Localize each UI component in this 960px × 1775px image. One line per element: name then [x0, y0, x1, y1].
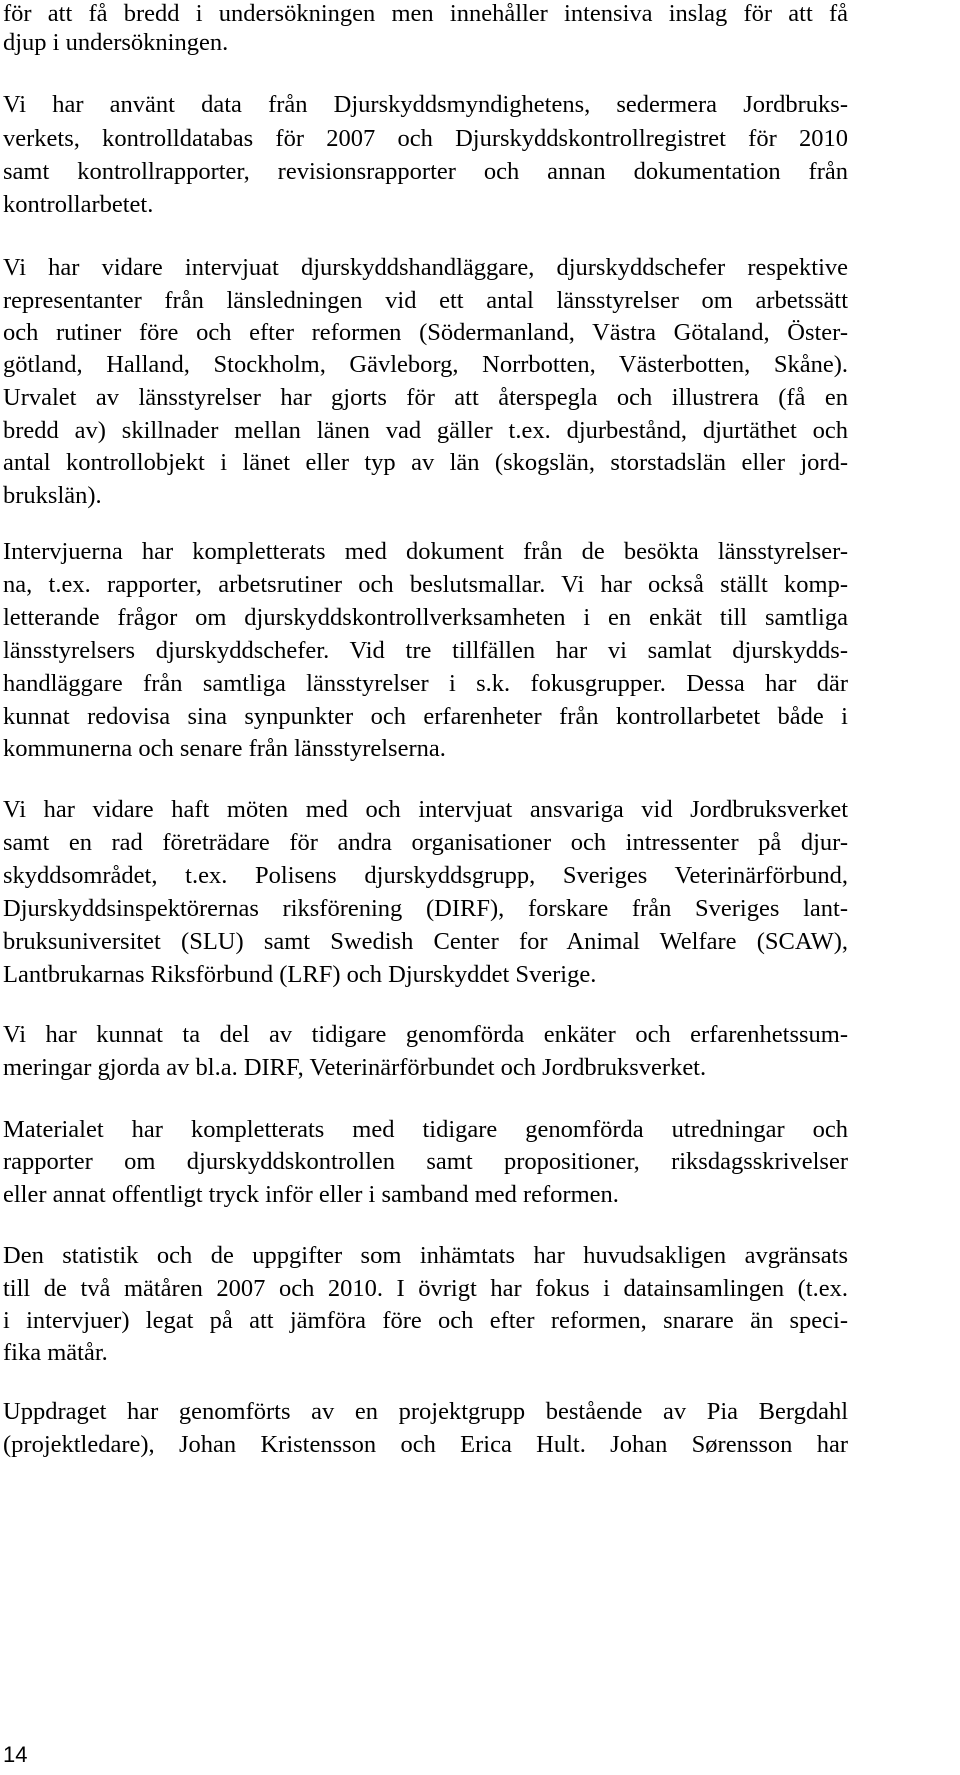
- text-line: antal kontrollobjekt i länet eller typ av län (skogslän, storstadslän eller jord-: [3, 449, 848, 476]
- text-line: samt en rad företrädare för andra organisationer och intressenter på djur-: [3, 829, 848, 856]
- text-line: Djurskyddsinspektörernas riksförening (DIRF), forskare från Sveriges lant-: [3, 895, 848, 922]
- text-line: Den statistik och de uppgifter som inhämtats har huvudsakligen avgränsats: [3, 1242, 848, 1269]
- text-line: Vi har vidare haft möten med och intervjuat ansvariga vid Jordbruksverket: [3, 796, 848, 823]
- text-line: rapporter om djurskyddskontrollen samt propositioner, riksdagsskrivelser: [3, 1148, 848, 1175]
- text-line: Uppdraget har genomförts av en projektgrupp bestående av Pia Bergdahl: [3, 1398, 848, 1425]
- page-number: 14: [3, 1742, 28, 1767]
- text-line: kontrollarbetet.: [3, 191, 154, 218]
- text-line: fika mätår.: [3, 1339, 108, 1366]
- text-line: Intervjuerna har kompletterats med dokument från de besökta länsstyrelser-: [3, 538, 848, 565]
- text-line: na, t.ex. rapporter, arbetsrutiner och beslutsmallar. Vi har också ställt komp-: [3, 571, 848, 598]
- text-line: till de två mätåren 2007 och 2010. I övrigt har fokus i datainsamlingen (t.ex.: [3, 1275, 848, 1302]
- text-line: götland, Halland, Stockholm, Gävleborg, Norrbotten, Västerbotten, Skåne).: [3, 351, 848, 378]
- text-line: Vi har kunnat ta del av tidigare genomförda enkäter och erfarenhetssum-: [3, 1021, 848, 1048]
- text-line: i intervjuer) legat på att jämföra före och efter reformen, snarare än speci-: [3, 1307, 848, 1334]
- text-line: Vi har vidare intervjuat djurskyddshandläggare, djurskyddschefer respektive: [3, 254, 848, 281]
- text-line: bruksuniversitet (SLU) samt Swedish Center for Animal Welfare (SCAW),: [3, 928, 848, 955]
- text-line: verkets, kontrolldatabas för 2007 och Djurskyddskontrollregistret för 2010: [3, 125, 848, 152]
- text-line: meringar gjorda av bl.a. DIRF, Veterinärförbundet och Jordbruksverket.: [3, 1054, 707, 1081]
- text-line: Materialet har kompletterats med tidigare genomförda utredningar och: [3, 1116, 848, 1143]
- text-line: skyddsområdet, t.ex. Polisens djurskyddsgrupp, Sveriges Veterinärförbund,: [3, 862, 848, 889]
- text-line: samt kontrollrapporter, revisionsrapporter och annan dokumentation från: [3, 158, 848, 185]
- text-line: eller annat offentligt tryck inför eller i samband med reformen.: [3, 1181, 619, 1208]
- text-line: kunnat redovisa sina synpunkter och erfarenheter från kontrollarbetet både i: [3, 703, 848, 730]
- text-line: representanter från länsledningen vid ett antal länsstyrelser om arbetssätt: [3, 287, 848, 314]
- text-line: länsstyrelsers djurskyddschefer. Vid tre tillfällen har vi samlat djurskydds-: [3, 637, 848, 664]
- text-line: Lantbrukarnas Riksförbund (LRF) och Djurskyddet Sverige.: [3, 961, 597, 988]
- text-line: kommunerna och senare från länsstyrelserna.: [3, 735, 446, 762]
- text-line: bredd av) skillnader mellan länen vad gäller t.ex. djurbestånd, djurtäthet och: [3, 417, 848, 444]
- text-line: djup i undersökningen.: [3, 29, 229, 56]
- text-line: Vi har använt data från Djurskyddsmyndighetens, sedermera Jordbruks-: [3, 91, 848, 118]
- text-line: letterande frågor om djurskyddskontrollverksamheten i en enkät till samtliga: [3, 604, 848, 631]
- text-line: och rutiner före och efter reformen (Södermanland, Västra Götaland, Öster-: [3, 319, 848, 346]
- text-line: (projektledare), Johan Kristensson och Erica Hult. Johan Sørensson har: [3, 1431, 848, 1458]
- text-line: brukslän).: [3, 482, 102, 509]
- text-line: handläggare från samtliga länsstyrelser i s.k. fokusgrupper. Dessa har där: [3, 670, 848, 697]
- text-line: Urvalet av länsstyrelser har gjorts för att återspegla och illustrera (få en: [3, 384, 848, 411]
- text-line: för att få bredd i undersökningen men innehåller intensiva inslag för att få: [3, 0, 848, 27]
